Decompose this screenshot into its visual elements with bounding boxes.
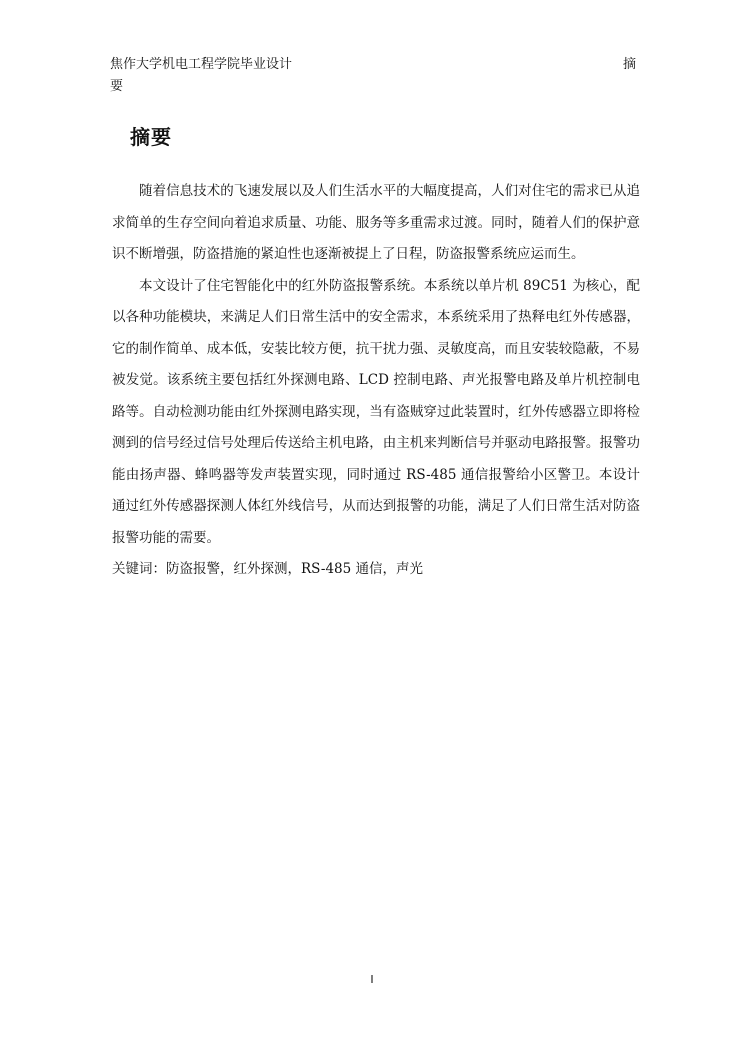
page-number: I	[370, 973, 374, 986]
header-section-wrap: 要	[110, 79, 124, 94]
abstract-body	[112, 176, 640, 586]
abstract-paragraph-2: 本文设计了住宅智能化中的红外防盗报警系统。本系统以单片机 89C51 为核心，配以各种功能模块，来满足人们日常生活中的安全需求，本系统采用了热释电红外传感器，它的制作简单、成本低，安装比较方便，抗干扰力强、灵敏度高，而且安装较隐蔽，不易被发觉。该系统主要包括红外探测电路、LCD 控制电路、声光报警电路及单片机控制电路等。自动检测功能由红外探测电路实现，当有盗贼穿过此装置时，红外传感器立即将检测到的信号经过信号处理后传送给主机电路，由主机来判断信号并驱动电路报警。报警功能由扬声器、蜂鸣器等发声装置实现，同时通过 RS-485 通信报警给小区警卫。本设计通过红外传感器探测人体红外线信号，从而达到报警的功能，满足了人们日常生活对防盗报警功能的需要。	[112, 277, 640, 546]
page-header	[110, 54, 636, 98]
abstract-paragraph-1: 随着信息技术的飞速发展以及人们生活水平的大幅度提高，人们对住宅的需求已从追求简单的生存空间向着追求质量、功能、服务等多重需求过渡。同时，随着人们的保护意识不断增强，防盗措施的紧迫性也逐渐被提上了日程，防盗报警系统应运而生。	[112, 183, 640, 262]
header-institution: 焦作大学机电工程学院毕业设计	[110, 57, 293, 72]
keywords-line: 关键词：防盗报警，红外探测，RS-485 通信，声光	[112, 561, 424, 577]
header-section: 摘	[622, 57, 636, 72]
page-title: 摘要	[130, 125, 172, 149]
